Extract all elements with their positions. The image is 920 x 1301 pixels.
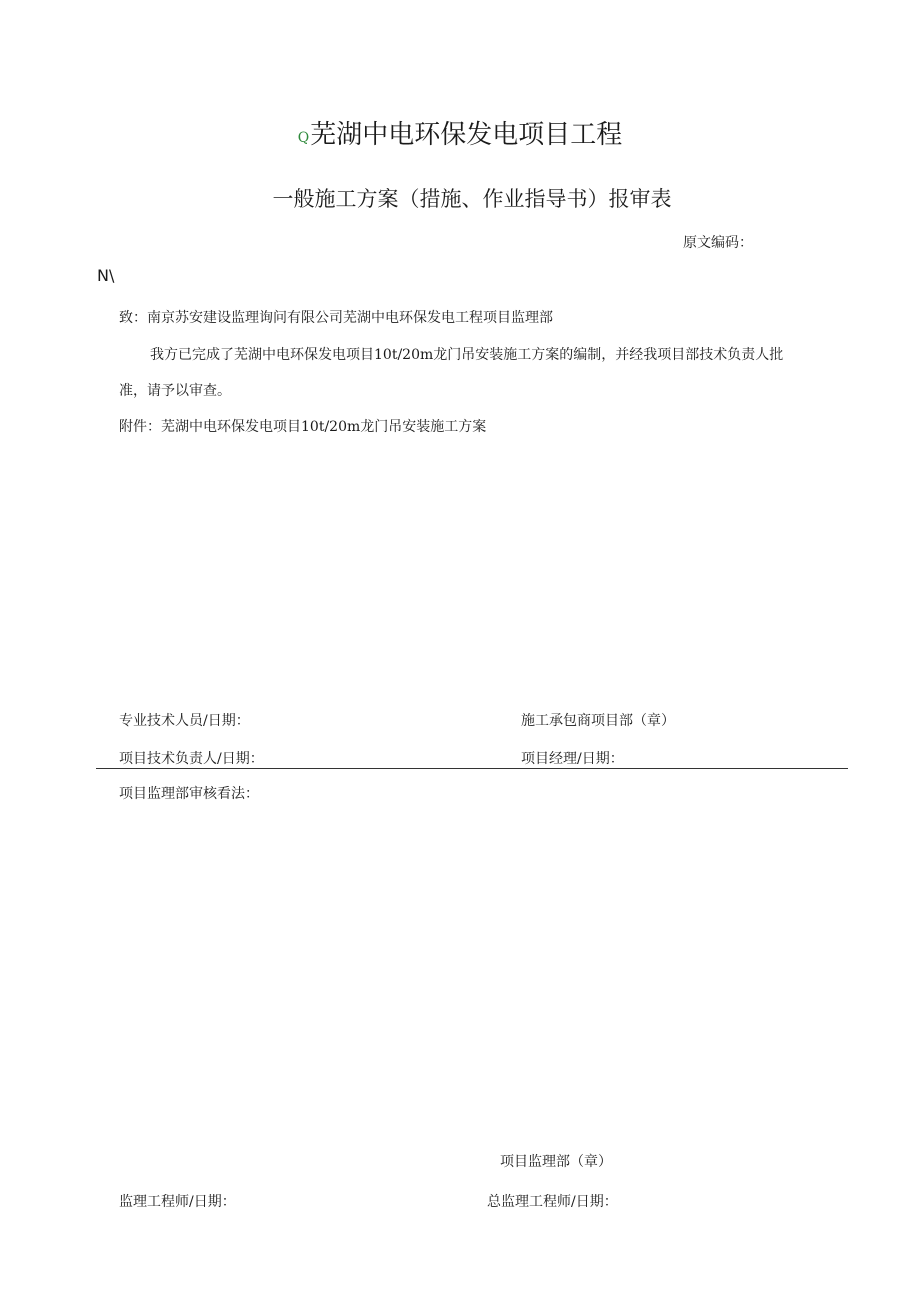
supervising-engineer-date-field: 监理工程师/日期： bbox=[119, 1194, 236, 1210]
document-code-label bbox=[683, 232, 753, 252]
tech-lead-date-field: 项目技术负责人/日期： bbox=[119, 751, 264, 767]
attachment-line: 附件：芜湖中电环保发电项目10t/20m龙门吊安装施工方案 bbox=[119, 419, 487, 435]
code-label-suffix: 编码： bbox=[711, 235, 753, 251]
form-subtitle: 一般施工方案（措施、作业指导书）报审表 bbox=[272, 187, 672, 211]
body-paragraph-line-1: 我方已完成了芜湖中电环保发电项目10t/20m龙门吊安装施工方案的编制，并经我项目部技术负责人批 bbox=[150, 347, 784, 363]
supervision-seal-field: 项目监理部（章） bbox=[500, 1154, 612, 1170]
chief-engineer-date-field: 总监理工程师/日期： bbox=[487, 1194, 618, 1210]
page-title bbox=[0, 114, 920, 151]
title-mark: Q bbox=[297, 130, 310, 146]
document-number: N\ bbox=[97, 266, 115, 285]
review-opinion-label: 项目监理部审核看法： bbox=[119, 786, 259, 802]
contractor-seal-field: 施工承包商项目部（章） bbox=[521, 713, 675, 729]
project-manager-date-field: 项目经理/日期： bbox=[521, 751, 624, 767]
addressee: 致：南京苏安建设监理询问有限公司芜湖中电环保发电工程项目监理部 bbox=[119, 310, 553, 326]
code-label-prefix: 原文 bbox=[683, 235, 711, 251]
body-paragraph-line-2: 准，请予以审查。 bbox=[119, 383, 231, 399]
section-divider bbox=[96, 768, 848, 769]
staff-date-field: 专业技术人员/日期： bbox=[119, 713, 250, 729]
project-title: 芜湖中电环保发电项目工程 bbox=[310, 120, 623, 150]
